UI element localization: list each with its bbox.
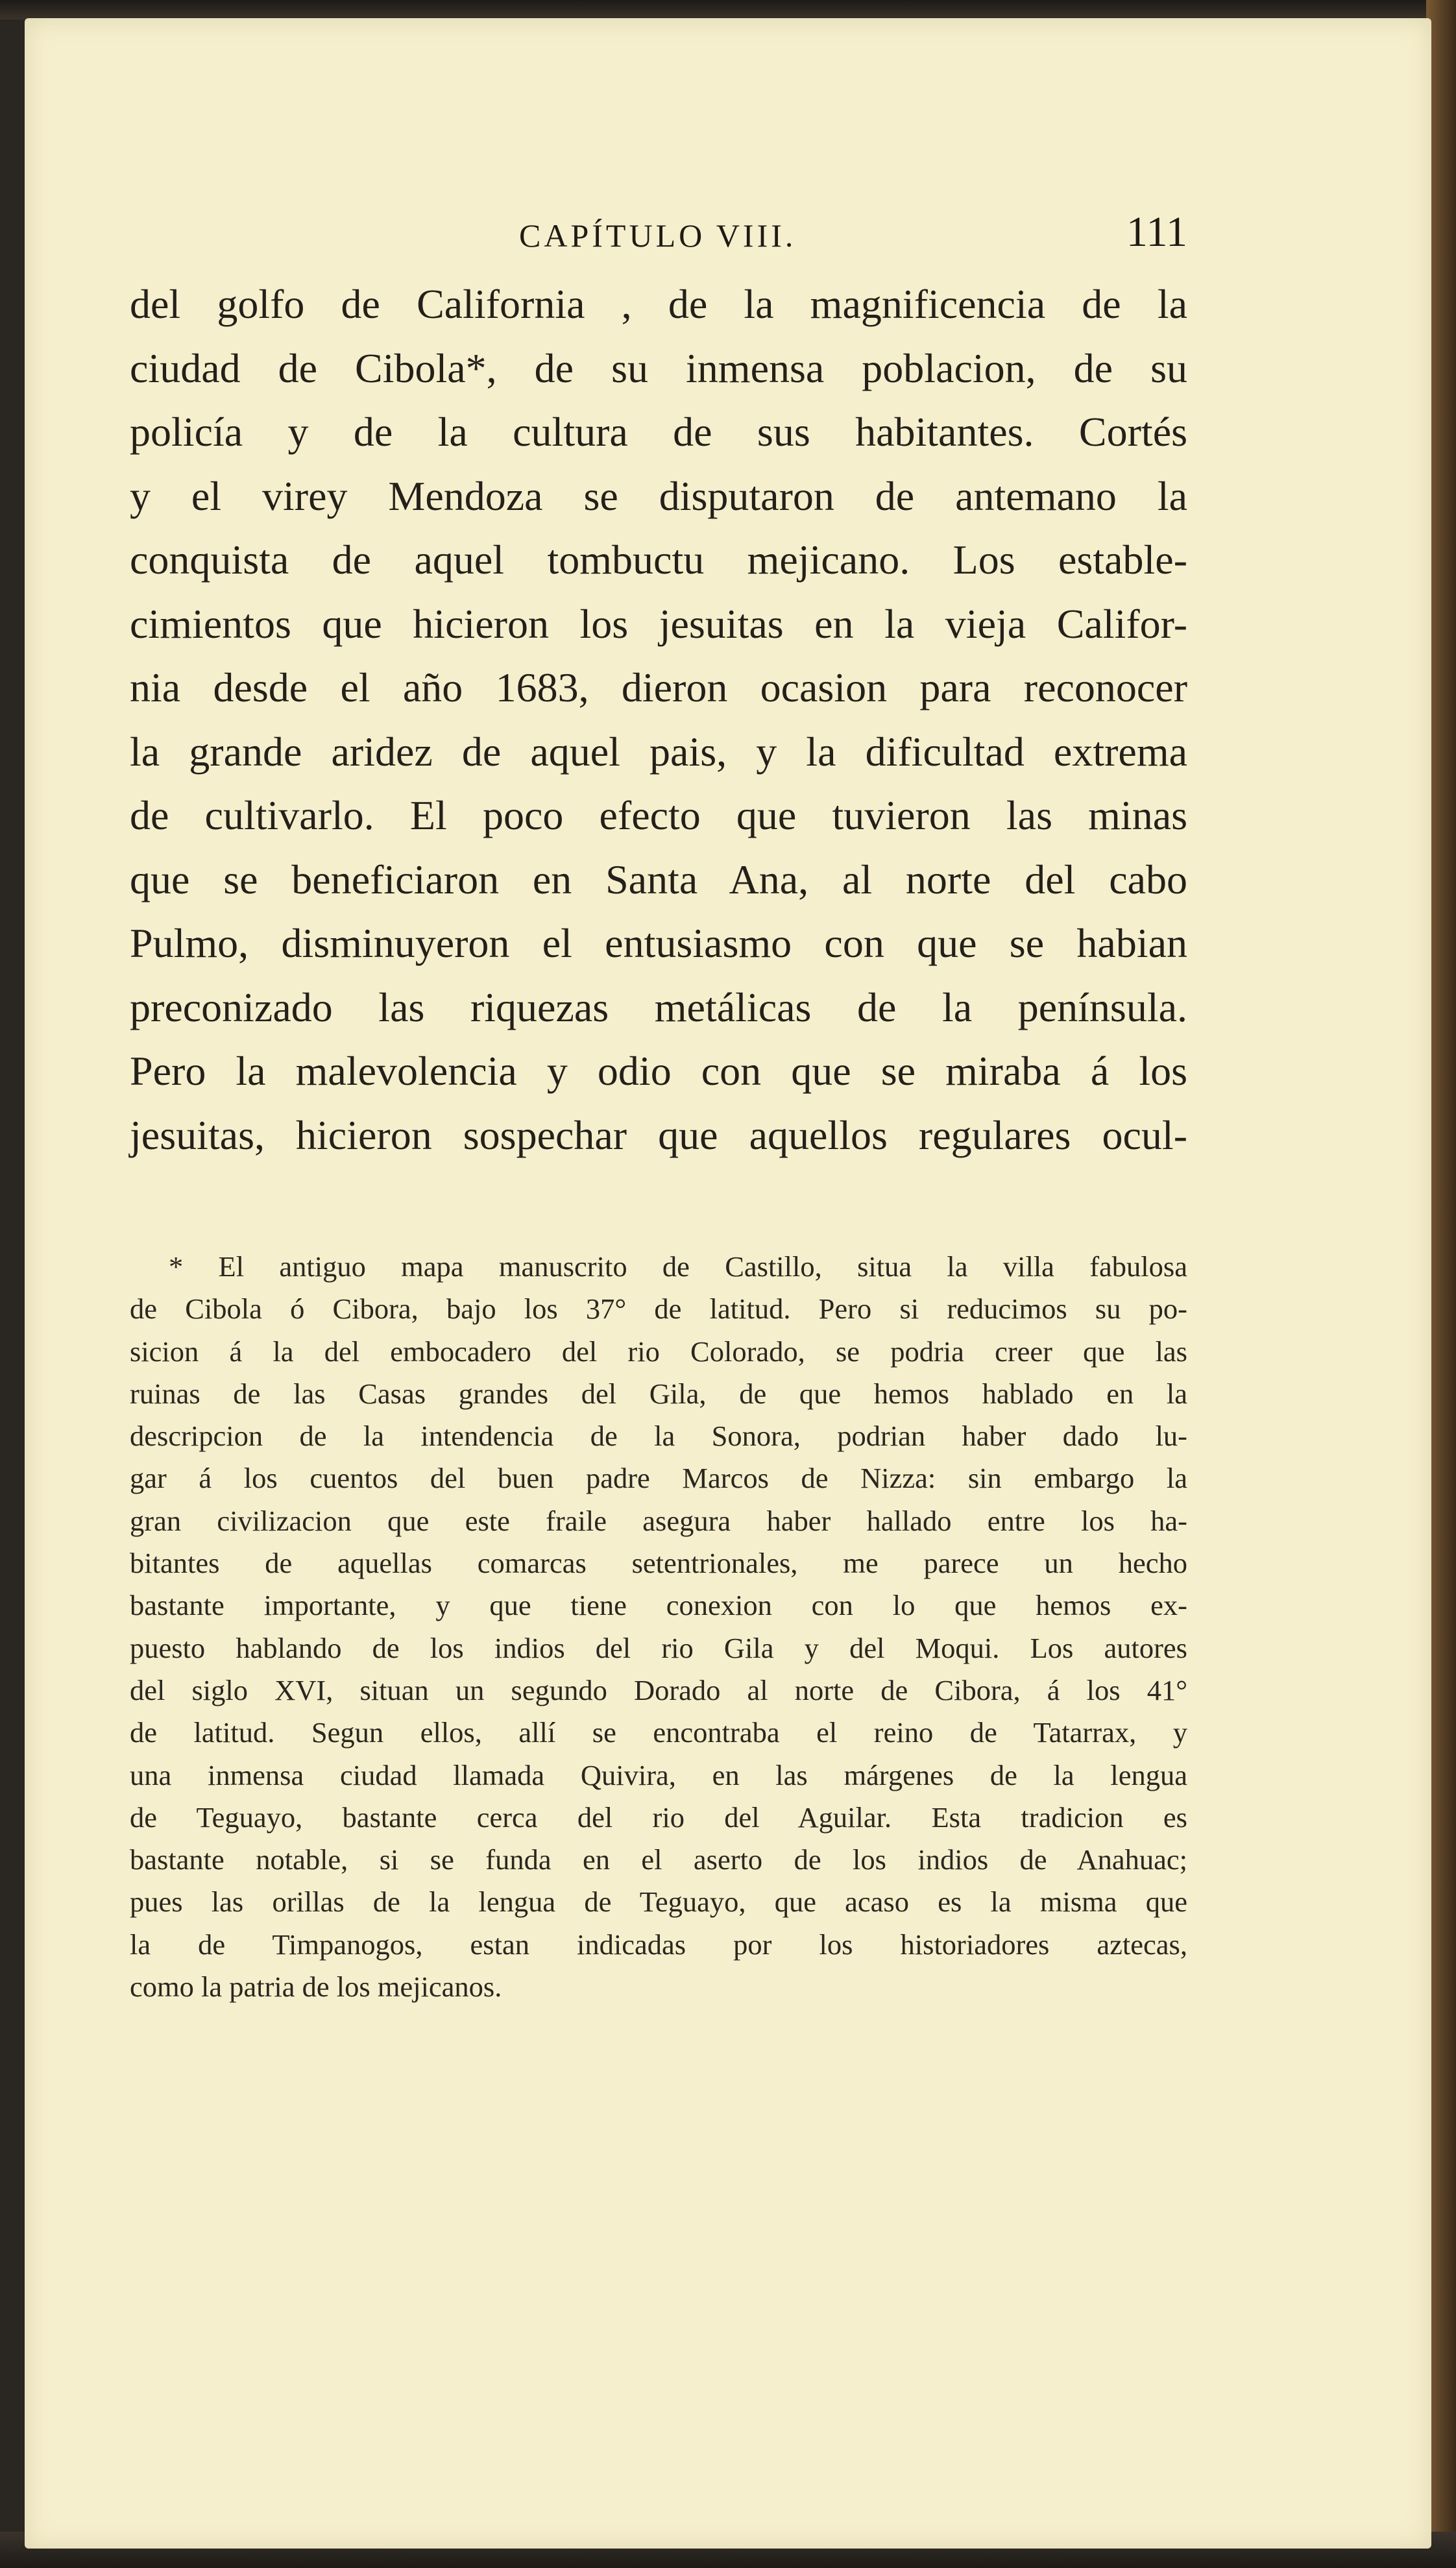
footnote-line: la de Timpanogos, estan indicadas por los historiadores aztecas, [130,1928,1187,1961]
text-line: preconizado las riquezas metálicas de la península. [130,984,1187,1030]
text-line: nia desde el año 1683, dieron ocasion para reconocer [130,664,1187,710]
text-line: conquista de aquel tombuctu mejicano. Los estable- [130,537,1187,583]
text-line: Pero la malevolencia y odio con que se miraba á los [130,1048,1187,1094]
page-header [130,208,1187,266]
footnote-line: sicion á la del embocadero del rio Colorado, se podria creer que las [130,1335,1187,1368]
footnote-line: como la patria de los mejicanos. [130,1970,502,2004]
text-line: la grande aridez de aquel pais, y la dificultad extrema [130,728,1187,775]
text-line: y el virey Mendoza se disputaron de antemano la [130,472,1187,519]
footnote-line: descripcion de la intendencia de la Sonora, podrian haber dado lu- [130,1420,1187,1453]
footnote-line: gar á los cuentos del buen padre Marcos de Nizza: sin embargo la [130,1462,1187,1495]
text-line: Pulmo, disminuyeron el entusiasmo con que se habian [130,920,1187,966]
footnote-line: puesto hablando de los indios del rio Gila y del Moqui. Los autores [130,1631,1187,1664]
footnote-line: ruinas de las Casas grandes del Gila, de que hemos hablado en la [130,1377,1187,1410]
footnote-line: del siglo XVI, situan un segundo Dorado al norte de Cibora, á los 41° [130,1673,1187,1706]
footnote-line: bastante notable, si se funda en el aserto de los indios de Anahuac; [130,1843,1187,1876]
footnote-line: bastante importante, y que tiene conexion con lo que hemos ex- [130,1589,1187,1622]
footnote-line: pues las orillas de la lengua de Teguayo, que acaso es la misma que [130,1885,1187,1919]
text-line: jesuitas, hicieron sospechar que aquellos regulares ocul- [130,1111,1187,1158]
footnote [130,1246,1187,2008]
footnote-line: de latitud. Segun ellos, allí se encontraba el reino de Tatarrax, y [130,1716,1187,1749]
footnote-line: gran civilizacion que este fraile asegura haber hallado entre los ha- [130,1504,1187,1537]
page-number: 111 [1126,208,1187,256]
footnote-line: bitantes de aquellas comarcas setentrionales, me parece un hecho [130,1547,1187,1580]
footnote-line: * El antiguo mapa manuscrito de Castillo, situa la villa fabulosa [169,1250,1187,1283]
text-line: policía y de la cultura de sus habitantes. Cortés [130,409,1187,455]
text-line: ciudad de Cibola*, de su inmensa poblacion, de su [130,345,1187,391]
text-line: que se beneficiaron en Santa Ana, al norte del cabo [130,856,1187,902]
footnote-line: de Teguayo, bastante cerca del rio del Aguilar. Esta tradicion es [130,1800,1187,1834]
text-line: de cultivarlo. El poco efecto que tuvieron las minas [130,792,1187,838]
text-line: cimientos que hicieron los jesuitas en la vieja Califor- [130,600,1187,647]
main-text [130,273,1187,1167]
running-head: CAPÍTULO VIII. [519,217,797,254]
text-line: del golfo de California , de la magnificencia de la [130,281,1187,327]
page-top-edge [0,0,1456,19]
footnote-line: una inmensa ciudad llamada Quivira, en las márgenes de la lengua [130,1758,1187,1791]
footnote-line: de Cibola ó Cibora, bajo los 37° de latitud. Pero si reducimos su po- [130,1292,1187,1326]
